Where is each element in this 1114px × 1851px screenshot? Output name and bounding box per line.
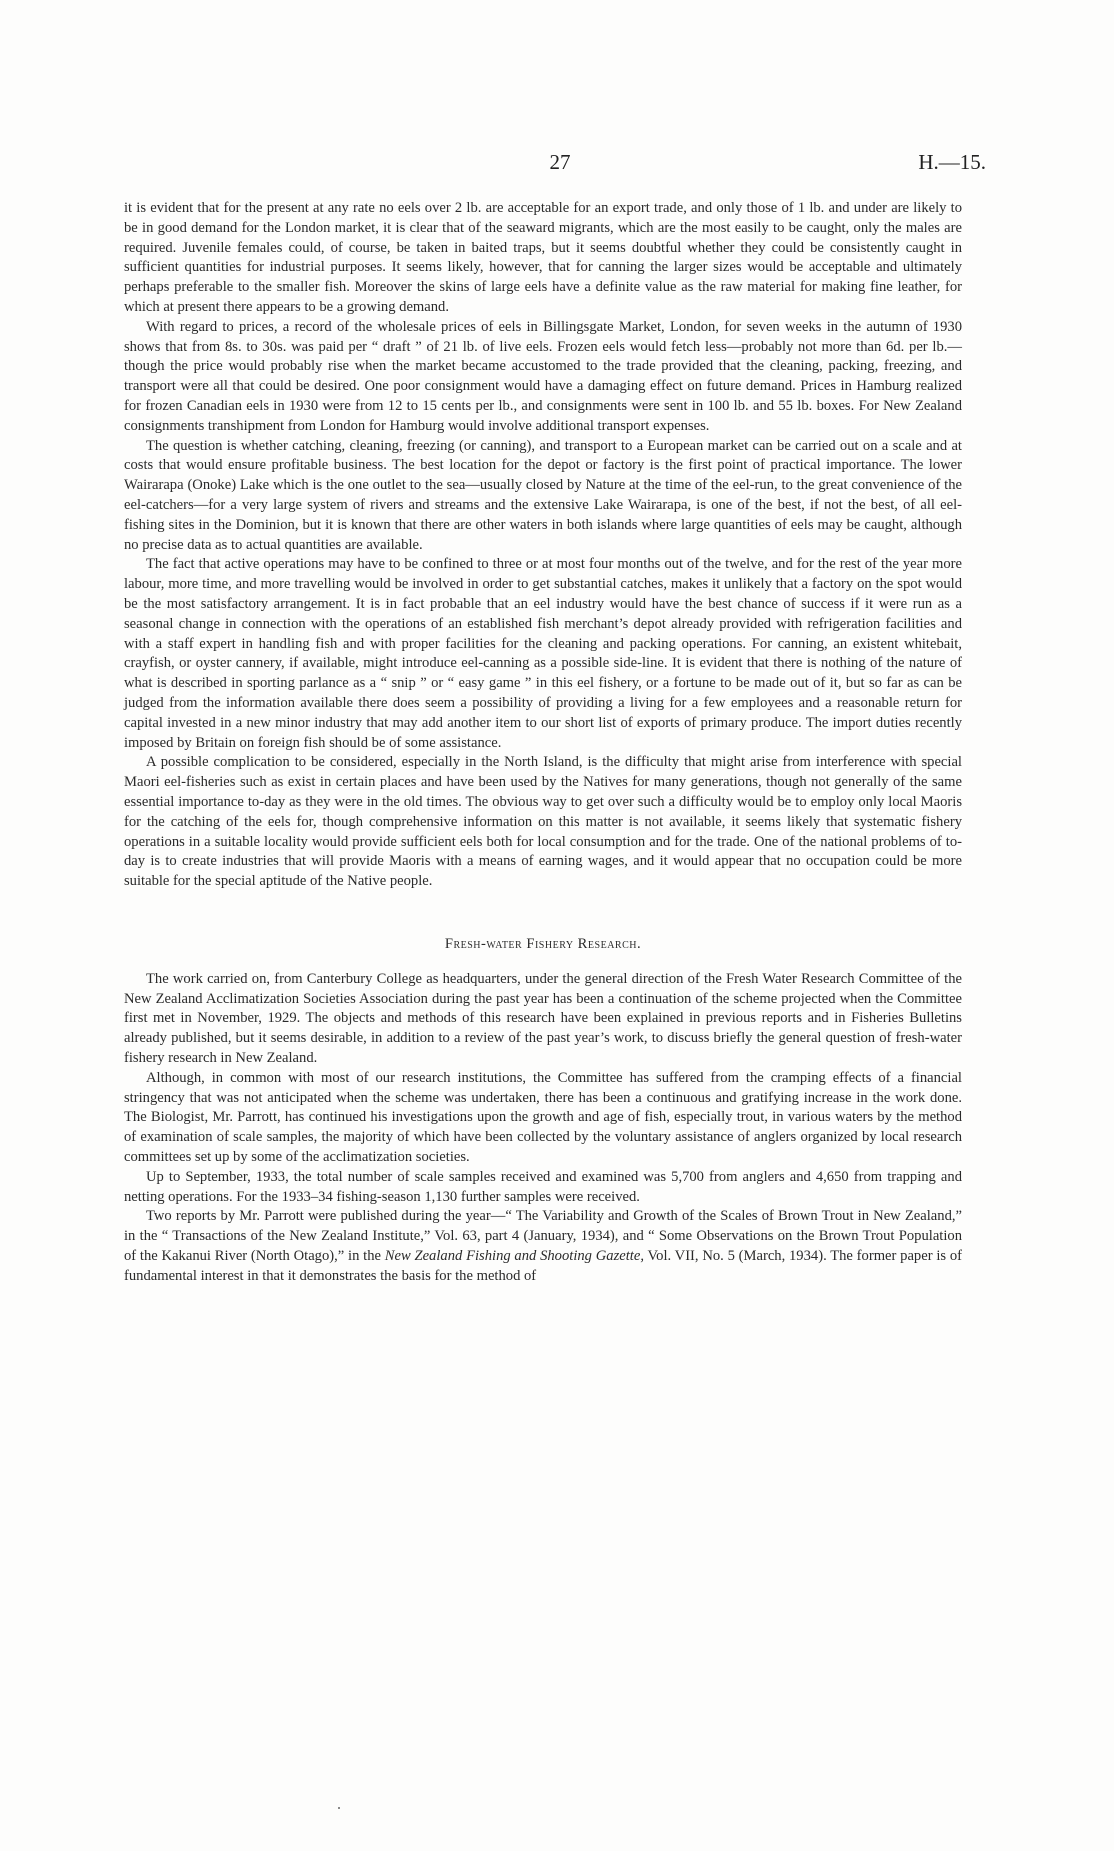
paragraph-text: Two reports by Mr. Parrott were published during the year—“ The Variability and Growth of the Scales of Brown Trout in New Zealand,” in the “ Transactions of the New Zealand Institute,” Vol. 63, part 4 (January, 1934), and “ Some Observations on the Brown Trout Population of the Kakanui River (North Otago),” in the xyxy=(124,1208,962,1265)
paragraph: The question is whether catching, cleaning, freezing (or canning), and transport to a European market can be carried out on a scale and at costs that would ensure profitable business. The best location for the depot or factory is the first point of practical importance. The lower Wairarapa (Onoke) Lake which is the one outlet to the sea—usually closed by Nature at the time of the eel-run, to the great convenience of the eel-catchers—for a very large system of rivers and streams and the extensive Lake Wairarapa, is one of the best, if not the best, of all eel-fishing sites in the Dominion, but it is known that there are other waters in both islands where large quantities of eels may be caught, although no precise data as to actual quantities are available. xyxy=(124,437,962,553)
paragraph: The work carried on, from Canterbury College as headquarters, under the general direction of the Fresh Water Research Committee of the New Zealand Acclimatization Societies Association during the past year has been a continuation of the scheme projected when the Committee first met in November, 1929. The objects and methods of this research have been explained in previous reports and in Fisheries Bulletins already published, but it seems desirable, in addition to a review of the past year’s work, to discuss briefly the general question of fresh-water fishery research in New Zealand. xyxy=(124,970,962,1067)
paragraph: The fact that active operations may have to be confined to three or at most four months out of the twelve, and for the rest of the year more labour, more time, and more travelling would be involved in order to get substantial catches, makes it unlikely that a factory on the spot would be the most satisfactory arrangement. It is in fact probable that an eel industry would have the best chance of success if it were run as a seasonal change in connection with the operations of an established fish merchant’s depot already provided with refrigeration facilities and with a staff expert in handling fish and with proper facilities for the cleaning and packing operations. For canning, an existent whitebait, crayfish, or oyster cannery, if available, might introduce eel-canning as a possible side-line. It is evident that there is nothing of the nature of what is described in sporting parlance as a “ snip ” or “ easy game ” in this eel fishery, or a fortune to be made out of it, but so far as can be judged from the information available there does seem a possibility of providing a living for a few employees and a reasonable return for capital invested in a new minor industry that may add another item to our short list of exports of primary produce. The import duties recently imposed by Britain on foreign fish should be of some assistance. xyxy=(124,556,962,751)
document-reference: H.—15. xyxy=(918,150,986,174)
section-heading: Fresh-water Fishery Research. xyxy=(444,935,642,952)
paragraph: Although, in common with most of our research institutions, the Committee has suffered from the cramping effects of a financial stringency that was not anticipated when the scheme was undertaken, there has been a continuous and gratifying increase in the work done. The Biologist, Mr. Parrott, has continued his investigations upon the growth and age of fish, especially trout, in various waters by the method of examination of scale samples, the majority of which have been collected by the voluntary assistance of anglers organized by local research committees set up by some of the acclimatization societies. xyxy=(124,1069,962,1166)
paragraph: With regard to prices, a record of the wholesale prices of eels in Billingsgate Market, London, for seven weeks in the autumn of 1930 shows that from 8s. to 30s. was paid per “ draft ” of 21 lb. of live eels. Frozen eels would fetch less—probably not more than 6d. per lb.—though the price would probably rise when the market became accustomed to the trade provided that the cleaning, packing, freezing, and transport were all that could be desired. One poor consignment would have a damaging effect on future demand. Prices in Hamburg realized for frozen Canadian eels in 1930 were from 12 to 15 cents per lb., and consignments were sent in 100 lb. and 55 lb. boxes. For New Zealand consignments transhipment from London for Hamburg would involve additional transport expenses. xyxy=(124,318,962,434)
body-text xyxy=(124,199,962,1287)
page-number: 27 xyxy=(549,150,571,174)
paragraph: it is evident that for the present at any rate no eels over 2 lb. are acceptable for an export trade, and only those of 1 lb. and under are likely to be in good demand for the London market, it is clear that of the seaward migrants, which are the most easily to be caught, only the males are required. Juvenile females could, of course, be taken in baited traps, but it seems doubtful whether they could be consistently caught in sufficient quantities for industrial purposes. It seems likely, however, that for canning the larger sizes would be acceptable and ultimately perhaps preferable to the smaller fish. Moreover the skins of large eels have a definite value as the raw material for making fine leather, for which at present there appears to be a growing demand. xyxy=(124,200,962,315)
publication-title: New Zealand Fishing and Shooting Gazette, xyxy=(384,1248,644,1265)
paragraph: Up to September, 1933, the total number of scale samples received and examined was 5,700 from anglers and 4,650 from trapping and netting operations. For the 1933–34 fishing-season 1,130 further samples were received. xyxy=(124,1168,962,1205)
paragraph: A possible complication to be considered, especially in the North Island, is the difficulty that might arise from interference with special Maori eel-fisheries such as exist in certain places and have been used by the Natives for many generations, though not generally of the same essential importance to-day as they were in the old times. The obvious way to get over such a difficulty would be to employ only local Maoris for the catching of the eels for, though comprehensive information on this matter is not available, it seems likely that systematic fishery operations in a suitable locality would provide sufficient eels both for local consumption and for the trade. One of the national problems of to-day is to create industries that will provide Maoris with a means of earning wages, and it would appear that no occupation could be more suitable for the special aptitude of the Native people. xyxy=(124,754,962,890)
paragraph-text: Vol. VII, No. 5 (March, 1934). The former paper is of fundamental interest in that it demonstrates the basis for the method of xyxy=(124,1248,962,1284)
speck xyxy=(338,1807,340,1809)
paragraph xyxy=(124,1207,962,1286)
